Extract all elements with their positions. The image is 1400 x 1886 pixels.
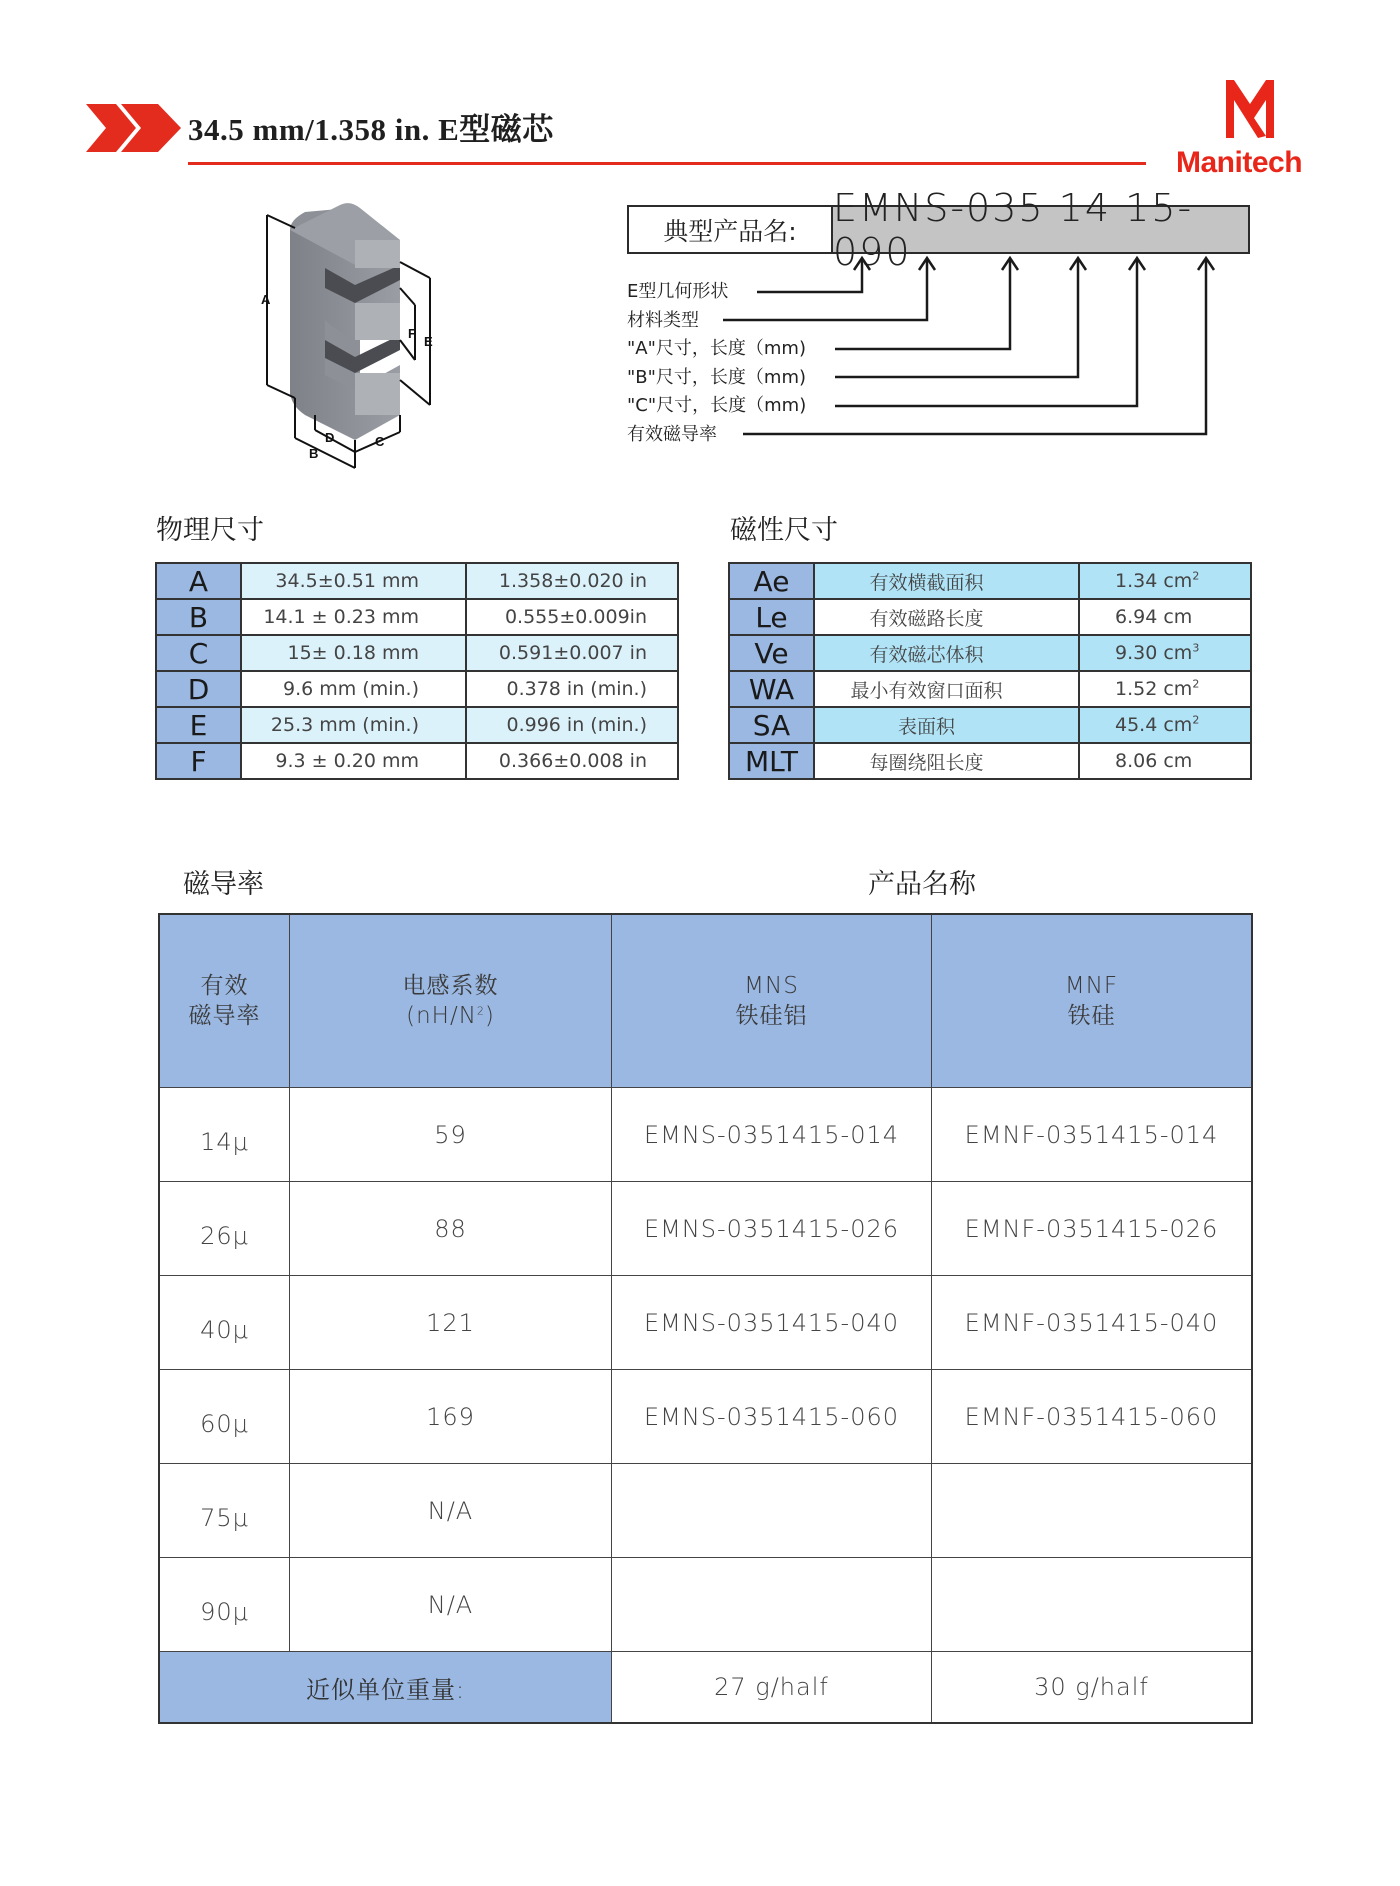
product-name-title: 产品名称 bbox=[868, 869, 976, 900]
dim-label: B bbox=[156, 599, 241, 635]
cell-mns-part bbox=[612, 1558, 932, 1652]
cell-permeability: 75μ bbox=[159, 1464, 290, 1558]
cell-al: 169 bbox=[290, 1370, 612, 1464]
svg-text:F: F bbox=[408, 326, 416, 341]
mag-label: Ve bbox=[729, 635, 814, 671]
cell-mnf-part bbox=[932, 1558, 1253, 1652]
mag-label: SA bbox=[729, 707, 814, 743]
dim-label: F bbox=[156, 743, 241, 779]
svg-text:A: A bbox=[261, 292, 271, 307]
mag-value: 9.30 $cm^3$ bbox=[1079, 635, 1251, 671]
mag-desc: 有效磁路长度 bbox=[814, 599, 1079, 635]
permeability-title: 磁导率 bbox=[183, 869, 264, 900]
svg-text:B: B bbox=[309, 446, 319, 461]
cell-mnf-part: EMNF-0351415-026 bbox=[932, 1182, 1253, 1276]
table-row bbox=[156, 707, 678, 743]
dim-mm: 9.3 ± 0.20 mm bbox=[241, 743, 466, 779]
double-chevron-icon bbox=[86, 104, 181, 152]
cell-mnf-part: EMNF-0351415-040 bbox=[932, 1276, 1253, 1370]
typical-part-label: 典型产品名: bbox=[629, 207, 833, 252]
mag-desc: 表面积 bbox=[814, 707, 1079, 743]
typical-part-code: EMNS-035 14 15-090 bbox=[833, 207, 1248, 252]
magnetic-dimensions-table bbox=[728, 562, 1252, 780]
table-row bbox=[729, 635, 1251, 671]
table-row bbox=[159, 1370, 1252, 1464]
dim-in: 0.378 in (min.) bbox=[466, 671, 678, 707]
mag-desc: 有效磁芯体积 bbox=[814, 635, 1079, 671]
table-row bbox=[729, 707, 1251, 743]
cell-mns-part: EMNS-0351415-060 bbox=[612, 1370, 932, 1464]
dim-in: 0.366±0.008 in bbox=[466, 743, 678, 779]
weight-row bbox=[159, 1652, 1252, 1724]
dim-label: D bbox=[156, 671, 241, 707]
cell-al: 59 bbox=[290, 1088, 612, 1182]
physical-dimensions-title: 物理尺寸 bbox=[156, 515, 264, 546]
dim-in: 0.555±0.009in bbox=[466, 599, 678, 635]
title-underline bbox=[188, 162, 1146, 165]
table-header-row bbox=[159, 914, 1252, 1088]
weight-mns: 27 g/half bbox=[612, 1652, 932, 1724]
weight-label: 近似单位重量: bbox=[159, 1652, 612, 1724]
header-mns: MNS 铁硅铝 bbox=[612, 914, 932, 1088]
mag-desc: 最小有效窗口面积 bbox=[814, 671, 1079, 707]
cell-mns-part bbox=[612, 1464, 932, 1558]
mag-value: 45.4 $cm^2$ bbox=[1079, 707, 1251, 743]
dim-mm: 34.5±0.51 mm bbox=[241, 563, 466, 599]
cell-al: 88 bbox=[290, 1182, 612, 1276]
table-row bbox=[156, 743, 678, 779]
cell-permeability: 14μ bbox=[159, 1088, 290, 1182]
cell-permeability: 90μ bbox=[159, 1558, 290, 1652]
table-row bbox=[729, 563, 1251, 599]
cell-permeability: 60μ bbox=[159, 1370, 290, 1464]
mag-label: WA bbox=[729, 671, 814, 707]
table-row bbox=[159, 1558, 1252, 1652]
legend-dim-b: "B"尺寸，长度（mm) bbox=[627, 366, 806, 388]
e-core-diagram bbox=[255, 200, 465, 475]
table-row bbox=[156, 599, 678, 635]
cell-mnf-part bbox=[932, 1464, 1253, 1558]
svg-text:C: C bbox=[375, 434, 385, 449]
cell-mnf-part: EMNF-0351415-060 bbox=[932, 1370, 1253, 1464]
legend-material: 材料类型 bbox=[627, 309, 699, 331]
dim-mm: 9.6 mm (min.) bbox=[241, 671, 466, 707]
dim-label: E bbox=[156, 707, 241, 743]
dim-mm: 15± 0.18 mm bbox=[241, 635, 466, 671]
cell-mns-part: EMNS-0351415-040 bbox=[612, 1276, 932, 1370]
cell-mns-part: EMNS-0351415-026 bbox=[612, 1182, 932, 1276]
mag-label: Le bbox=[729, 599, 814, 635]
mag-desc: 有效横截面积 bbox=[814, 563, 1079, 599]
table-row bbox=[729, 599, 1251, 635]
legend-dim-a: "A"尺寸，长度（mm) bbox=[627, 338, 806, 359]
svg-text:D: D bbox=[325, 430, 335, 445]
table-row bbox=[159, 1276, 1252, 1370]
part-number-legend bbox=[627, 278, 806, 449]
table-row bbox=[159, 1182, 1252, 1276]
table-row bbox=[156, 635, 678, 671]
table-row bbox=[156, 671, 678, 707]
cell-permeability: 40μ bbox=[159, 1276, 290, 1370]
cell-mns-part: EMNS-0351415-014 bbox=[612, 1088, 932, 1182]
legend-permeability: 有效磁导率 bbox=[627, 423, 717, 445]
mag-value: 8.06 cm bbox=[1079, 743, 1251, 779]
header-mnf: MNF 铁硅 bbox=[932, 914, 1253, 1088]
typical-part-number-box bbox=[627, 185, 1250, 274]
header-inductance-factor: 电感系数 $(nH/N^2)$ bbox=[290, 914, 612, 1088]
cell-al: N/A bbox=[290, 1464, 612, 1558]
logo-brand-text: Manitech bbox=[1176, 146, 1303, 179]
dim-in: 0.996 in (min.) bbox=[466, 707, 678, 743]
weight-mnf: 30 g/half bbox=[932, 1652, 1253, 1724]
dim-in: 1.358±0.020 in bbox=[466, 563, 678, 599]
cell-mnf-part: EMNF-0351415-014 bbox=[932, 1088, 1253, 1182]
mag-value: 1.52 $cm^2$ bbox=[1079, 671, 1251, 707]
cell-al: 121 bbox=[290, 1276, 612, 1370]
table-row bbox=[729, 671, 1251, 707]
header-effective-permeability: 有效 磁导率 bbox=[159, 914, 290, 1088]
logo-mark-icon bbox=[1224, 78, 1276, 140]
page-title: 34.5 mm/1.358 in. E型磁芯 bbox=[188, 112, 554, 147]
permeability-product-table bbox=[158, 913, 1253, 1724]
table-row bbox=[729, 743, 1251, 779]
dim-label: C bbox=[156, 635, 241, 671]
mag-value: 6.94 cm bbox=[1079, 599, 1251, 635]
physical-dimensions-table bbox=[155, 562, 679, 780]
manitech-logo bbox=[1168, 78, 1318, 183]
svg-text:E: E bbox=[424, 334, 433, 349]
table-row bbox=[156, 563, 678, 599]
legend-shape: E型几何形状 bbox=[627, 281, 729, 302]
mag-label: Ae bbox=[729, 563, 814, 599]
dim-mm: 25.3 mm (min.) bbox=[241, 707, 466, 743]
cell-al: N/A bbox=[290, 1558, 612, 1652]
table-row bbox=[159, 1464, 1252, 1558]
table-row bbox=[159, 1088, 1252, 1182]
dim-label: A bbox=[156, 563, 241, 599]
dim-in: 0.591±0.007 in bbox=[466, 635, 678, 671]
mag-label: MLT bbox=[729, 743, 814, 779]
magnetic-dimensions-title: 磁性尺寸 bbox=[730, 515, 838, 546]
dim-mm: 14.1 ± 0.23 mm bbox=[241, 599, 466, 635]
legend-dim-c: "C"尺寸，长度（mm) bbox=[627, 395, 807, 416]
cell-permeability: 26μ bbox=[159, 1182, 290, 1276]
mag-value: 1.34 $cm^2$ bbox=[1079, 563, 1251, 599]
mag-desc: 每圈绕阻长度 bbox=[814, 743, 1079, 779]
